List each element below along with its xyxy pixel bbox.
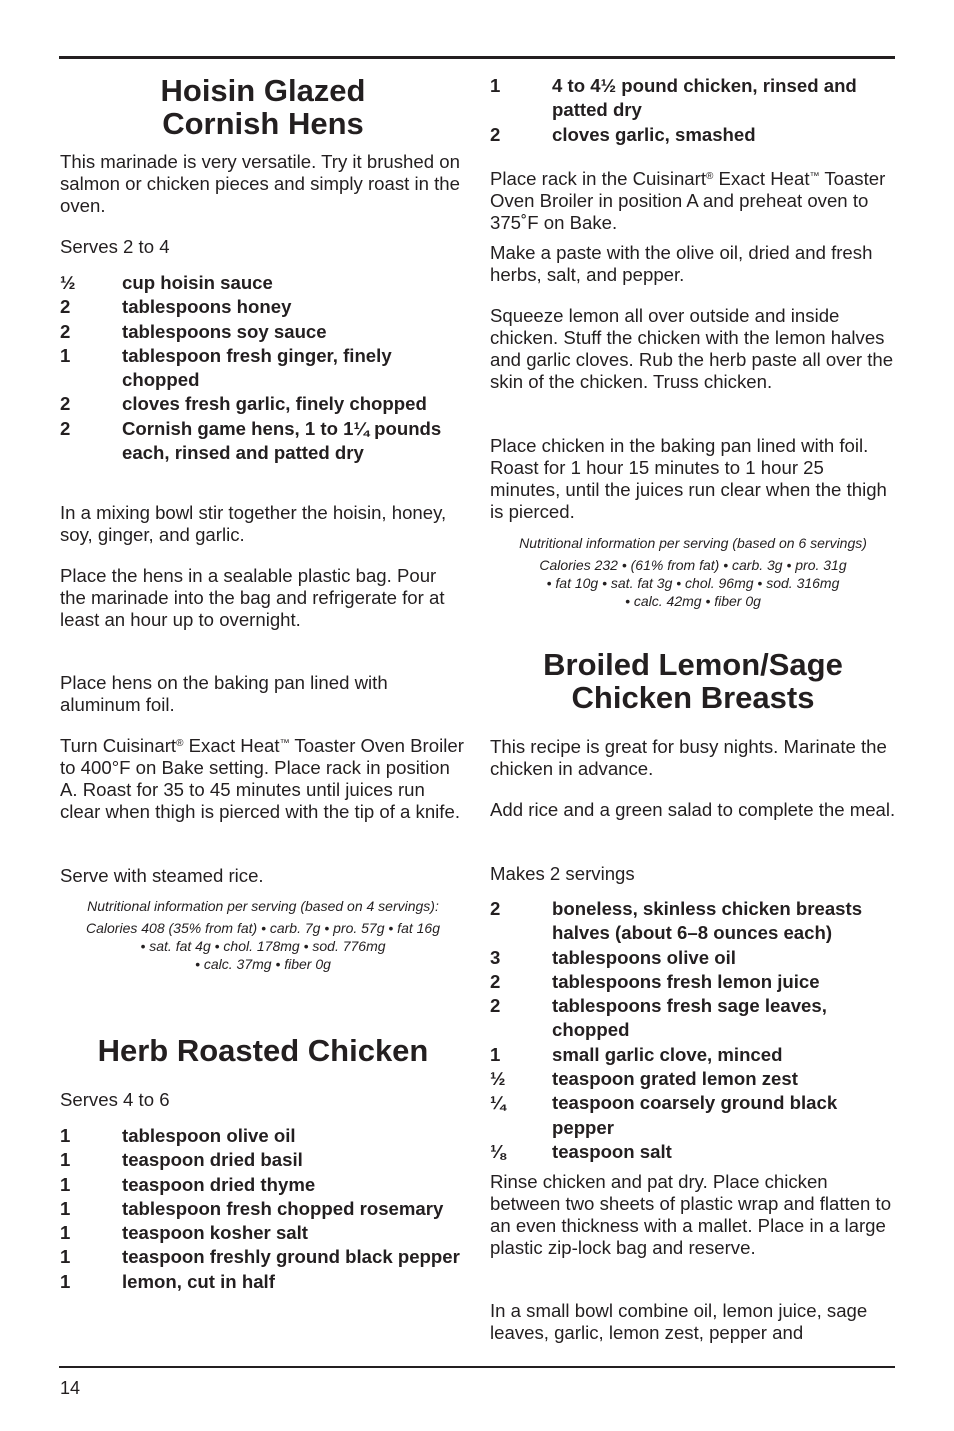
hoisin-nutrition: [60, 897, 466, 973]
lemon-step-2: In a small bowl combine oil, lemon juice, sage leaves, garlic, lemon zest, pepper and: [490, 1300, 868, 1343]
nutrition-line: • fat 10g • sat. fat 3g • chol. 96mg • sod. 316mg: [546, 575, 840, 591]
herb-ingredient-list: [60, 1124, 466, 1294]
hoisin-serves: Serves 2 to 4: [60, 236, 170, 257]
ingredient-item: 1 teaspoon kosher salt: [60, 1222, 308, 1244]
ingredient-item: 1 teaspoon dried thyme: [60, 1173, 316, 1195]
ingredient-item: 1 teaspoon dried basil: [60, 1149, 303, 1171]
lemon-makes: Makes 2 servings: [490, 863, 635, 884]
ingredient-item: 2 tablespoons fresh lemon juice: [490, 970, 820, 992]
nutrition-line: Calories 408 (35% from fat) • carb. 7g • pro. 57g • fat 16g: [86, 920, 440, 936]
ingredient-item: ⅛ teaspoon salt: [490, 1140, 672, 1162]
ingredient-item: 1 lemon, cut in half: [60, 1270, 275, 1292]
nutrition-title: Nutritional information per serving (based on 4 servings):: [87, 898, 439, 914]
ingredient-item: ½ teaspoon grated lemon zest: [490, 1068, 798, 1090]
hoisin-intro: This marinade is very versatile. Try it brushed on salmon or chicken pieces and simply roast in the oven.: [60, 151, 460, 216]
ingredient-item: 1 4 to 4½ pound chicken, rinsed and patted dry: [490, 75, 857, 121]
herb-step-2: Make a paste with the olive oil, dried and fresh herbs, salt, and pepper.: [490, 242, 873, 285]
hoisin-step-2: Place the hens in a sealable plastic bag. Pour the marinade into the bag and refrigerate for at least an hour up to overnight.: [60, 565, 445, 630]
ingredient-item: 1 small garlic clove, minced: [490, 1043, 783, 1065]
ingredient-item: 2 boneless, skinless chicken breasts halves (about 6–8 ounces each): [490, 898, 863, 944]
ingredient-item: 1 tablespoon fresh chopped rosemary: [60, 1197, 444, 1219]
ingredient-item: 2 cloves garlic, smashed: [490, 123, 756, 145]
ingredient-item: 1 teaspoon freshly ground black pepper: [60, 1246, 460, 1268]
herb-title: Herb Roasted Chicken: [97, 1033, 429, 1068]
ingredient-item: 2 tablespoons honey: [60, 296, 292, 318]
page-number: 14: [60, 1378, 81, 1398]
hoisin-step-5: Serve with steamed rice.: [60, 865, 264, 886]
herb-step-3: Squeeze lemon all over outside and inside chicken. Stuff the chicken with the lemon halves and garlic cloves. Rub the herb paste all over the skin of the chicken. Truss chicken.: [490, 305, 894, 392]
ingredient-item: 2 cloves fresh garlic, finely chopped: [60, 393, 427, 415]
bottom-rule: [59, 1366, 895, 1368]
herb-step-1: Place rack in the Cuisinart® Exact Heat™ Toaster Oven Broiler in position A and preheat oven to 375˚F on Bake.: [490, 168, 886, 233]
hoisin-title-line1: Hoisin Glazed: [160, 73, 366, 108]
hoisin-step-3: Place hens on the baking pan lined with aluminum foil.: [60, 672, 388, 715]
nutrition-line: Calories 232 • (61% from fat) • carb. 3g • pro. 31g: [539, 557, 847, 573]
herb-serves: Serves 4 to 6: [60, 1089, 170, 1110]
ingredient-item: ½ cup hoisin sauce: [60, 272, 273, 293]
herb-nutrition: [490, 534, 896, 610]
hoisin-step-4: Turn Cuisinart® Exact Heat™ Toaster Oven Broiler to 400°F on Bake setting. Place rack in position A. Roast for 35 to 45 minutes until juices run clear when thigh is pierced with the tip of a knife.: [60, 735, 464, 822]
nutrition-title: Nutritional information per serving (based on 6 servings): [519, 535, 867, 551]
lemon-intro-2: Add rice and a green salad to complete the meal.: [490, 799, 896, 820]
hoisin-ingredient-list: [60, 271, 466, 465]
lemon-ingredient-list: [490, 897, 896, 1164]
lemon-step-1: Rinse chicken and pat dry. Place chicken between two sheets of plastic wrap and flatten to an even thickness with a mallet. Place in a large plastic zip-lock bag and reserve.: [490, 1171, 892, 1258]
hoisin-title: [60, 74, 466, 140]
lemon-title: Broiled Lemon/Sage Chicken Breasts: [543, 647, 843, 715]
ingredient-item: ¼ teaspoon coarsely ground black pepper: [490, 1092, 838, 1138]
herb-step-4: Place chicken in the baking pan lined with foil. Roast for 1 hour 15 minutes to 1 hour 25 minutes, until the juices run clear when the thigh is pierced.: [490, 435, 887, 522]
ingredient-item: 3 tablespoons olive oil: [490, 946, 736, 968]
ingredient-item: 2 tablespoons fresh sage leaves, chopped: [490, 995, 827, 1041]
herb-ingredient-list-continued: [490, 74, 896, 147]
ingredient-item: 2 Cornish game hens, 1 to 1¼ pounds each, rinsed and patted dry: [60, 417, 442, 464]
lemon-intro: This recipe is great for busy nights. Marinate the chicken in advance.: [490, 736, 887, 779]
nutrition-line: • calc. 42mg • fiber 0g: [625, 593, 761, 609]
ingredient-item: 1 tablespoon fresh ginger, finely chopped: [60, 344, 392, 391]
ingredient-item: 2 tablespoons soy sauce: [60, 320, 327, 342]
nutrition-line: • calc. 37mg • fiber 0g: [195, 956, 331, 972]
top-rule: [59, 56, 895, 59]
hoisin-title-line2: Cornish Hens: [162, 106, 364, 141]
nutrition-line: • sat. fat 4g • chol. 178mg • sod. 776mg: [140, 938, 386, 954]
hoisin-step-1: In a mixing bowl stir together the hoisin, honey, soy, ginger, and garlic.: [60, 502, 447, 545]
ingredient-item: 1 tablespoon olive oil: [60, 1125, 296, 1146]
